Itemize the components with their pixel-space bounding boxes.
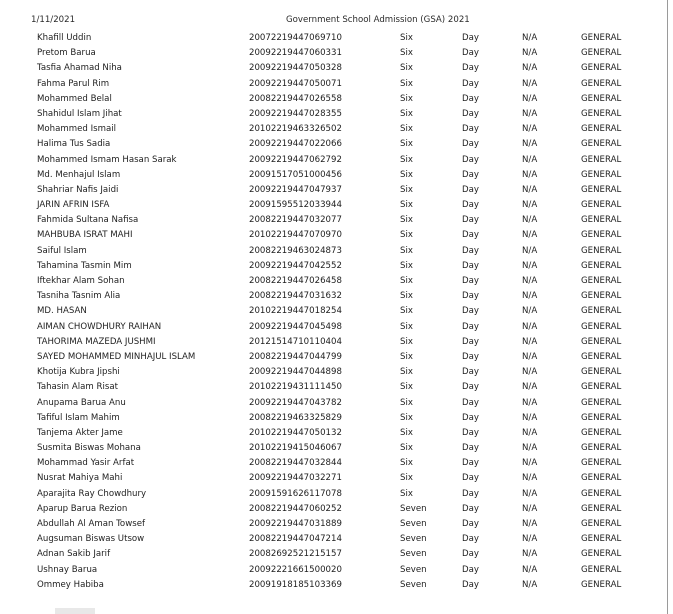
student-id: 20092219447050071 xyxy=(249,78,342,89)
category: GENERAL xyxy=(581,215,622,226)
student-id: 20082219447032844 xyxy=(249,458,342,469)
shift: Day xyxy=(462,230,479,241)
shift: Day xyxy=(462,33,479,43)
shift: Day xyxy=(462,397,479,408)
shift: Day xyxy=(462,473,479,484)
category: GENERAL xyxy=(581,427,622,438)
class-level: Six xyxy=(400,321,413,332)
page-header xyxy=(0,15,668,29)
category: GENERAL xyxy=(581,245,622,256)
shift: Day xyxy=(462,443,479,454)
student-name: Pretom Barua xyxy=(37,48,96,59)
quota: N/A xyxy=(522,473,538,484)
student-name: Khotija Kubra Jipshi xyxy=(37,367,120,378)
student-id: 20082219447044799 xyxy=(249,351,342,362)
table-row xyxy=(0,77,668,92)
student-id: 20092219447031889 xyxy=(249,519,342,529)
student-name: Fahmida Sultana Nafisa xyxy=(37,215,139,226)
table-row xyxy=(0,578,668,593)
category: GENERAL xyxy=(581,200,622,211)
shift: Day xyxy=(462,108,479,119)
category: GENERAL xyxy=(581,230,622,241)
category: GENERAL xyxy=(581,93,622,104)
table-row xyxy=(0,335,668,350)
student-name: Tasfia Ahamad Niha xyxy=(37,63,122,74)
class-level: Seven xyxy=(400,579,427,590)
category: GENERAL xyxy=(581,63,622,74)
category: GENERAL xyxy=(581,321,622,332)
shift: Day xyxy=(462,93,479,104)
category: GENERAL xyxy=(581,549,622,560)
student-id: 20092219447028355 xyxy=(249,108,342,119)
quota: N/A xyxy=(522,154,538,165)
category: GENERAL xyxy=(581,169,622,180)
student-name: Khafill Uddin xyxy=(37,33,92,43)
student-id: 20102219447070970 xyxy=(249,230,342,241)
quota: N/A xyxy=(522,336,538,347)
class-level: Six xyxy=(400,488,413,499)
document-title: Government School Admission (GSA) 2021 xyxy=(286,15,470,25)
class-level: Six xyxy=(400,276,413,286)
shift: Day xyxy=(462,321,479,332)
category: GENERAL xyxy=(581,488,622,499)
student-name: Fahma Parul Rim xyxy=(37,78,110,89)
student-id: 20121514710110404 xyxy=(249,336,342,347)
category: GENERAL xyxy=(581,33,622,43)
student-id: 20092219447032271 xyxy=(249,473,342,484)
category: GENERAL xyxy=(581,184,622,195)
shift: Day xyxy=(462,169,479,180)
class-level: Six xyxy=(400,260,413,271)
class-level: Six xyxy=(400,33,413,43)
category: GENERAL xyxy=(581,291,622,302)
table-row xyxy=(0,289,668,304)
table-row xyxy=(0,183,668,198)
quota: N/A xyxy=(522,503,538,514)
table-row xyxy=(0,471,668,486)
quota: N/A xyxy=(522,382,538,393)
student-name: Tahasin Alam Risat xyxy=(37,382,118,393)
student-name: Mohammed Ismam Hasan Sarak xyxy=(37,154,177,165)
category: GENERAL xyxy=(581,473,622,484)
student-id: 20091591626117078 xyxy=(249,488,342,499)
student-name: SAYED MOHAMMED MINHAJUL ISLAM xyxy=(37,351,196,362)
quota: N/A xyxy=(522,124,538,135)
category: GENERAL xyxy=(581,48,622,59)
table-row xyxy=(0,122,668,137)
shift: Day xyxy=(462,260,479,271)
quota: N/A xyxy=(522,534,538,545)
student-id: 20092219447045498 xyxy=(249,321,342,332)
quota: N/A xyxy=(522,291,538,302)
table-row xyxy=(0,547,668,562)
table-row xyxy=(0,563,668,578)
quota: N/A xyxy=(522,169,538,180)
quota: N/A xyxy=(522,564,538,575)
student-id: 20072219447069710 xyxy=(249,33,342,43)
class-level: Six xyxy=(400,215,413,226)
student-id: 20092219447062792 xyxy=(249,154,342,165)
quota: N/A xyxy=(522,78,538,89)
table-row xyxy=(0,396,668,411)
class-level: Six xyxy=(400,336,413,347)
table-row xyxy=(0,31,668,46)
class-level: Six xyxy=(400,78,413,89)
student-name: Nusrat Mahiya Mahi xyxy=(37,473,123,484)
quota: N/A xyxy=(522,519,538,529)
student-name: Aparup Barua Rezion xyxy=(37,503,128,514)
table-row xyxy=(0,426,668,441)
table-row xyxy=(0,502,668,517)
table-row xyxy=(0,517,668,532)
table-row xyxy=(0,304,668,319)
class-level: Six xyxy=(400,230,413,241)
quota: N/A xyxy=(522,397,538,408)
student-id: 20092219447060331 xyxy=(249,48,342,59)
shift: Day xyxy=(462,519,479,529)
category: GENERAL xyxy=(581,367,622,378)
class-level: Six xyxy=(400,351,413,362)
student-name: Ommey Habiba xyxy=(37,579,104,590)
student-id: 20102219431111450 xyxy=(249,382,342,393)
quota: N/A xyxy=(522,245,538,256)
admission-list xyxy=(0,31,668,593)
shift: Day xyxy=(462,291,479,302)
student-id: 20092219447042552 xyxy=(249,260,342,271)
class-level: Six xyxy=(400,291,413,302)
shift: Day xyxy=(462,48,479,59)
student-name: AIMAN CHOWDHURY RAIHAN xyxy=(37,321,162,332)
quota: N/A xyxy=(522,488,538,499)
student-name: Anupama Barua Anu xyxy=(37,397,126,408)
shift: Day xyxy=(462,336,479,347)
category: GENERAL xyxy=(581,382,622,393)
student-name: Augsuman Biswas Utsow xyxy=(37,534,145,545)
student-name: TAHORIMA MAZEDA JUSHMI xyxy=(37,336,156,347)
student-id: 20082219447026558 xyxy=(249,93,342,104)
student-name: Tafiful Islam Mahim xyxy=(37,412,120,423)
student-id: 20082219447031632 xyxy=(249,291,342,302)
student-id: 20092219447047937 xyxy=(249,184,342,195)
print-date: 1/11/2021 xyxy=(31,15,76,25)
student-name: JARIN AFRIN ISFA xyxy=(37,200,110,211)
student-name: Tasniha Tasnim Alia xyxy=(37,291,121,302)
shift: Day xyxy=(462,200,479,211)
class-level: Six xyxy=(400,245,413,256)
class-level: Six xyxy=(400,184,413,195)
table-row xyxy=(0,350,668,365)
student-id: 20092219447044898 xyxy=(249,367,342,378)
class-level: Seven xyxy=(400,503,427,514)
category: GENERAL xyxy=(581,306,622,317)
shift: Day xyxy=(462,245,479,256)
student-id: 20091517051000456 xyxy=(249,169,342,180)
quota: N/A xyxy=(522,306,538,317)
table-row xyxy=(0,532,668,547)
class-level: Seven xyxy=(400,534,427,545)
table-row xyxy=(0,411,668,426)
category: GENERAL xyxy=(581,519,622,529)
table-row xyxy=(0,365,668,380)
student-name: Mohammed Ismail xyxy=(37,124,117,135)
table-row xyxy=(0,380,668,395)
class-level: Six xyxy=(400,458,413,469)
class-level: Six xyxy=(400,200,413,211)
quota: N/A xyxy=(522,184,538,195)
student-name: Mohammad Yasir Arfat xyxy=(37,458,135,469)
category: GENERAL xyxy=(581,458,622,469)
student-id: 20082219447032077 xyxy=(249,215,342,226)
table-row xyxy=(0,153,668,168)
shift: Day xyxy=(462,534,479,545)
shift: Day xyxy=(462,564,479,575)
student-id: 20091595512033944 xyxy=(249,200,342,211)
student-id: 20082219447047214 xyxy=(249,534,342,545)
table-row xyxy=(0,198,668,213)
shift: Day xyxy=(462,579,479,590)
class-level: Six xyxy=(400,473,413,484)
table-row xyxy=(0,259,668,274)
quota: N/A xyxy=(522,93,538,104)
quota: N/A xyxy=(522,367,538,378)
shift: Day xyxy=(462,78,479,89)
table-row xyxy=(0,168,668,183)
quota: N/A xyxy=(522,321,538,332)
class-level: Six xyxy=(400,108,413,119)
class-level: Six xyxy=(400,63,413,74)
student-id: 20102219447050132 xyxy=(249,427,342,438)
category: GENERAL xyxy=(581,260,622,271)
quota: N/A xyxy=(522,351,538,362)
table-row xyxy=(0,92,668,107)
student-name: Abdullah Al Aman Towsef xyxy=(37,519,146,529)
shift: Day xyxy=(462,549,479,560)
table-row xyxy=(0,320,668,335)
student-name: Shahriar Nafis Jaidi xyxy=(37,184,119,195)
shift: Day xyxy=(462,215,479,226)
quota: N/A xyxy=(522,549,538,560)
category: GENERAL xyxy=(581,154,622,165)
table-row xyxy=(0,213,668,228)
shift: Day xyxy=(462,124,479,135)
student-name: Ushnay Barua xyxy=(37,564,98,575)
table-row xyxy=(0,441,668,456)
student-id: 20092219447043782 xyxy=(249,397,342,408)
class-level: Six xyxy=(400,139,413,150)
student-name: Shahidul Islam Jihat xyxy=(37,108,122,119)
student-name: Halima Tus Sadia xyxy=(37,139,111,150)
quota: N/A xyxy=(522,33,538,43)
class-level: Seven xyxy=(400,564,427,575)
table-row xyxy=(0,228,668,243)
class-level: Seven xyxy=(400,549,427,560)
shift: Day xyxy=(462,276,479,286)
student-name: Saiful Islam xyxy=(37,245,87,256)
quota: N/A xyxy=(522,230,538,241)
category: GENERAL xyxy=(581,579,622,590)
class-level: Six xyxy=(400,443,413,454)
student-id: 20092221661500020 xyxy=(249,564,342,575)
category: GENERAL xyxy=(581,351,622,362)
table-row xyxy=(0,274,668,289)
class-level: Six xyxy=(400,306,413,317)
shift: Day xyxy=(462,184,479,195)
class-level: Seven xyxy=(400,519,427,529)
student-id: 20092219447050328 xyxy=(249,63,342,74)
category: GENERAL xyxy=(581,503,622,514)
category: GENERAL xyxy=(581,108,622,119)
quota: N/A xyxy=(522,48,538,59)
category: GENERAL xyxy=(581,139,622,150)
quota: N/A xyxy=(522,412,538,423)
quota: N/A xyxy=(522,276,538,286)
table-row xyxy=(0,61,668,76)
quota: N/A xyxy=(522,260,538,271)
class-level: Six xyxy=(400,124,413,135)
class-level: Six xyxy=(400,169,413,180)
class-level: Six xyxy=(400,382,413,393)
shift: Day xyxy=(462,488,479,499)
student-id: 20082219463024873 xyxy=(249,245,342,256)
student-id: 20092219447022066 xyxy=(249,139,342,150)
table-row xyxy=(0,487,668,502)
student-id: 20082219447060252 xyxy=(249,503,342,514)
table-row xyxy=(0,46,668,61)
category: GENERAL xyxy=(581,276,622,286)
student-name: Susmita Biswas Mohana xyxy=(37,443,141,454)
class-level: Six xyxy=(400,48,413,59)
shift: Day xyxy=(462,63,479,74)
table-row xyxy=(0,107,668,122)
quota: N/A xyxy=(522,579,538,590)
quota: N/A xyxy=(522,443,538,454)
quota: N/A xyxy=(522,215,538,226)
class-level: Six xyxy=(400,412,413,423)
category: GENERAL xyxy=(581,412,622,423)
student-id: 20102219463326502 xyxy=(249,124,342,135)
quota: N/A xyxy=(522,427,538,438)
student-id: 20091918185103369 xyxy=(249,579,342,590)
category: GENERAL xyxy=(581,564,622,575)
shift: Day xyxy=(462,139,479,150)
category: GENERAL xyxy=(581,124,622,135)
category: GENERAL xyxy=(581,397,622,408)
category: GENERAL xyxy=(581,443,622,454)
page-footer-mark xyxy=(55,608,95,614)
student-id: 20082692521215157 xyxy=(249,549,342,560)
table-row xyxy=(0,244,668,259)
student-id: 20082219463325829 xyxy=(249,412,342,423)
shift: Day xyxy=(462,382,479,393)
shift: Day xyxy=(462,154,479,165)
class-level: Six xyxy=(400,397,413,408)
student-name: Tanjema Akter Jame xyxy=(37,427,123,438)
table-row xyxy=(0,137,668,152)
category: GENERAL xyxy=(581,534,622,545)
student-name: Adnan Sakib Jarif xyxy=(37,549,111,560)
shift: Day xyxy=(462,412,479,423)
quota: N/A xyxy=(522,139,538,150)
student-name: Mohammed Belal xyxy=(37,93,112,104)
student-name: Iftekhar Alam Sohan xyxy=(37,276,125,286)
student-name: MAHBUBA ISRAT MAHI xyxy=(37,230,133,241)
student-id: 20102219447018254 xyxy=(249,306,342,317)
student-name: Md. Menhajul Islam xyxy=(37,169,121,180)
quota: N/A xyxy=(522,108,538,119)
shift: Day xyxy=(462,503,479,514)
student-id: 20102219415046067 xyxy=(249,443,342,454)
student-name: MD. HASAN xyxy=(37,306,87,317)
quota: N/A xyxy=(522,63,538,74)
student-name: Aparajita Ray Chowdhury xyxy=(37,488,147,499)
category: GENERAL xyxy=(581,78,622,89)
class-level: Six xyxy=(400,93,413,104)
shift: Day xyxy=(462,458,479,469)
class-level: Six xyxy=(400,427,413,438)
shift: Day xyxy=(462,427,479,438)
category: GENERAL xyxy=(581,336,622,347)
class-level: Six xyxy=(400,367,413,378)
shift: Day xyxy=(462,351,479,362)
table-row xyxy=(0,456,668,471)
student-name: Tahamina Tasmin Mim xyxy=(37,260,132,271)
shift: Day xyxy=(462,367,479,378)
class-level: Six xyxy=(400,154,413,165)
quota: N/A xyxy=(522,200,538,211)
shift: Day xyxy=(462,306,479,317)
student-id: 20082219447026458 xyxy=(249,276,342,286)
quota: N/A xyxy=(522,458,538,469)
